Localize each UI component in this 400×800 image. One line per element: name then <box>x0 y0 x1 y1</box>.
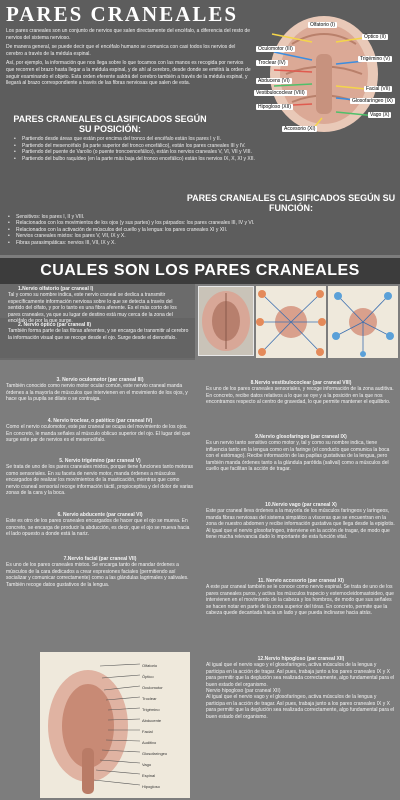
diagram-label: Espinal <box>142 773 156 778</box>
nerve-text: Al igual que el nervio vago y el glosofaríngeo, activa músculos de la lengua y participa en la acción de tragar. Así pues, trabaja junto a los pares craneales IX y X para permitir que la deglución sea realizada correctamente, algo fundamental para el buen estado del organismo. <box>206 694 395 720</box>
nerve-title: 3. Nervio oculomotor (par craneal III) <box>56 377 144 383</box>
diagram-label: Oculomotor <box>142 685 163 690</box>
brain-base-image <box>198 286 254 356</box>
nerve-text: También conocido como nervio motor ocular común, este nervio craneal manda órdenes a la mayoría de músculos que intervienen en el movimiento de los ojos, y hace que la pupila se dilate o se contraiga. <box>6 383 188 403</box>
brain-illustration <box>252 14 396 136</box>
nerve-title: 2. Nervio óptico (par craneal II) <box>18 322 92 328</box>
nerve-card-8 <box>206 380 396 406</box>
brain-label: Accesorio (XI) <box>284 126 316 132</box>
nerve-chart-image <box>328 286 398 358</box>
nerves-diagram <box>40 652 190 798</box>
intro-paragraph: De manera general, se puede decir que el encéfalo humano se comunica con casi todos los nervios del cerebro a través de la médula espinal. <box>6 44 236 57</box>
intro-paragraph: Así, por ejemplo, la información que nos llega sobre lo que tocamos con las manos es recogida por nervios que recorren el brazo hasta llegar a la médula espinal, y de ahí al cerebro, desde donde se emitirá la orden de seguir examinando el objeto. Esta orden eferente saldrá del cerebro también a través de la médula espinal, y llegará al brazo correspondiente a través de las fibras nerviosas que salen de esta. <box>6 60 251 87</box>
list-item: • Partiendo desde áreas que están por encima del tronco del encéfalo están los pares I y II. <box>14 136 284 143</box>
nerve-chart-drawing <box>256 286 326 358</box>
intro-paragraph: Los pares craneales son un conjunto de nervios que salen directamente del encéfalo, a diferencia del resto de nervios del sistema nervioso. <box>6 28 251 41</box>
nerves-diagram-drawing <box>40 652 190 798</box>
function-list <box>8 214 388 246</box>
nerve-text: Como el nervio oculomotor, este par craneal se ocupa del movimiento de los ojos. En concreto, le manda señales al músculo oblicuo superior del ojo. El lugar del que surge este par de nervios es el mesencéfalo. <box>6 424 191 444</box>
nerve-card-4 <box>6 418 194 444</box>
nerve-card-6 <box>6 512 194 538</box>
nerve-card-11 <box>206 578 396 616</box>
brain-label: Óptico (II) <box>364 34 386 40</box>
nerve-text: Se trata de uno de los pares craneales mixtos, porque tiene funciones tanto motoras como sensoriales. En su faceta de nervio motor, manda órdenes a músculos encargados de realizar los movimientos de la masticación, mientras que como nervio craneal sensorial recoge información táctil, propioceptiva y del dolor de varias zonas de la cara y la boca. <box>6 464 194 497</box>
brain-label: Hipogloso (XII) <box>258 104 292 110</box>
nerve-title: 10.Nervio vago (par craneal X) <box>265 502 337 508</box>
section-title: CUALES SON LOS PARES CRANEALES <box>0 258 400 284</box>
nerve-title: 1.Nervio olfatorio (par craneal I) <box>18 286 94 292</box>
nerve-card-9 <box>206 434 396 472</box>
nerve-text: Tal y como su nombre indica, este nervio craneal se dedica a transmitir específicamente información nerviosa sobre lo que se detecta a través del sentido del olfato, y por lo tanto es una fibra aferente. Es el más corto de los pares craneales, ya que su lugar de destino está muy cerca de la zona del encéfalo de por la que surge. <box>8 292 177 325</box>
diagram-label: Facial <box>142 729 153 734</box>
list-item: • Partiendo del puente de Varolio (o puente troncoencefálico), están los nervios craneales V, VI, VII y VIII. <box>14 149 284 156</box>
nerve-title: 6. Nervio abducente (par craneal VI) <box>57 512 143 518</box>
diagram-label: Troclear <box>142 696 157 701</box>
nerve-text: Es uno de los pares craneales mixtos. Se encarga tanto de mandar órdenes a músculos de la cara dedicados a crear expresiones faciales (permitiendo así socializar y comunicar correctamente) como a las glándulas lagrimales y salivales. También recoge datos gustativos de la lengua. <box>6 562 189 588</box>
nerve-card-3 <box>6 377 194 403</box>
list-item: • Partiendo del mesencéfalo (la parte superior del tronco encefálico), están los pares craneales III y IV. <box>14 143 284 150</box>
list-item: • Relacionados con la activación de músculos del cuello y la lengua: los pares craneales XI y XII. <box>8 227 388 233</box>
function-heading: PARES CRANEALES CLASIFICADOS SEGÚN SU FUNCIÓN: <box>186 193 396 213</box>
brain-base-drawing <box>199 287 253 355</box>
brain-label: Glosofaríngeo (IX) <box>352 98 393 104</box>
nerve-title: 4. Nervio troclear, o patético (par craneal IV) <box>47 418 153 424</box>
nerve-title: 9.Nervio glosofaríngeo (par craneal IX) <box>255 434 347 440</box>
diagram-label: Óptico <box>142 674 154 679</box>
nerve-subtitle: Nervio hipogloso (par craneal XII) <box>206 688 281 695</box>
nerve-card-10 <box>206 502 396 540</box>
position-list <box>14 136 284 162</box>
brain-label: Troclear (IV) <box>258 60 286 66</box>
nerve-title: 8.Nervio vestibulococlear (par craneal VIII) <box>250 380 352 386</box>
list-item: • Nervios craneales mixtos: los pares V, VII, IX y X. <box>8 233 388 239</box>
nerve-chart-drawing <box>328 286 398 358</box>
nerve-card-5 <box>6 458 194 496</box>
list-item: • Relacionados con los movimientos de los ojos (y sus partes) y los párpados: los pares craneales III, IV y VI. <box>8 220 388 226</box>
intro-text <box>6 28 252 90</box>
nerve-title: 11. Nervio accesorio (par craneal XI) <box>258 578 344 584</box>
diagram-label: Hipogloso <box>142 784 160 789</box>
list-item: • Partiendo del bulbo raquídeo (en la parte más baja del tronco encefálico) están los nervios IX, X, XI y XII. <box>14 156 284 163</box>
diagram-label: Glosofaríngeo <box>142 751 168 756</box>
brain-label: Oculomotor (III) <box>258 46 293 52</box>
nerve-card-1 <box>8 286 190 324</box>
diagram-label: Vago <box>142 762 152 767</box>
page-title: PARES CRANEALES <box>6 2 239 26</box>
brain-label: Vago (X) <box>370 112 390 118</box>
nerve-card-7 <box>6 556 194 588</box>
nerve-title: 7.Nervio facial (par craneal VII) <box>63 556 137 562</box>
nerve-card-2 <box>8 322 190 341</box>
diagram-label: Trigémino <box>142 707 160 712</box>
nerve-text: A este par craneal también se le conoce como nervio espinal. Se trata de uno de los pares craneales puros, y activa los músculos trapecio y esternocleidomastoideo, que intervienen en el movimiento de la cabeza y los hombros, de modo que sus señales se hacen notar en parte de la zona superior del tórax. En concreto, permite que la cabeza quede decantada hacia un lado y que pueda inclinarse hacia atrás. <box>206 584 394 617</box>
brain-label: Trigémino (V) <box>360 56 391 62</box>
nerve-chart-image <box>256 286 326 358</box>
diagram-label: Abducente <box>142 718 162 723</box>
position-heading: PARES CRANEALES CLASIFICADOS SEGÚN SU POSICIÓN: <box>13 114 207 134</box>
brain-label: Olfatorio (I) <box>310 22 336 28</box>
brain-label: Abducens (VI) <box>258 78 290 84</box>
nerve-text: Este es otro de los pares craneales encargados de hacer que el ojo se mueva. En concreto, se encarga de producir la abducción, es decir, que el ojo se mueva hacia el lado opuesto a donde está la nariz. <box>6 518 190 538</box>
list-item: • Fibras parasimpáticas: nervios III, VII, IX y X. <box>8 240 388 246</box>
nerve-text: Es uno de los pares craneales sensoriales, y recoge información de la zona auditiva. En concreto, recibe datos relativos a lo que se oye y a la posición en la que nos encontramos respecto al centro de gravedad, lo que permite mantener el equilibrio. <box>206 386 394 406</box>
diagram-label: Auditivo <box>142 740 157 745</box>
nerve-text: Es un nervio tanto sensitivo como motor y, tal y como su nombre indica, tiene influencia tanto en la lengua como en la faringe (el conducto que comunica la boca con el estómago). Recibe información de las papilas gustativas de la lengua, pero también manda órdenes tanto a la glándula parótida (salival) como a músculos del cuello que facilitan la acción de tragar. <box>206 440 390 473</box>
nerve-title: 5. Nervio trigémino (par craneal V) <box>59 458 141 464</box>
diagram-labels <box>142 660 167 792</box>
list-item: • Sensitivos: los pares I, II y VIII. <box>8 214 388 220</box>
nerve-card-12 <box>206 656 396 720</box>
nerve-text: Este par craneal lleva órdenes a la mayoría de los músculos faríngeos y laríngeos, manda fibras nerviosas del sistema simpático a vísceras que se encuentran en la zona de nuestro abdomen y recibe información gustativa que llega desde la epiglotis. Al igual que el nervio glosofaríngeo, interviene en la acción de tragar, de modo que tiene mucha relevancia dado lo importante de esta función vital. <box>206 508 395 541</box>
nerve-text: Al igual que el nervio vago y el glosofaríngeo, activa músculos de la lengua y participa en la acción de tragar. Así pues, trabaja junto a los pares craneales IX y X para permitir que la deglución sea realizada correctamente, algo fundamental para el buen estado del organismo. <box>206 662 395 688</box>
diagram-label: Olfatorio <box>142 663 158 668</box>
brain-label: Vestibulococlear (VIII) <box>256 90 305 96</box>
brain-label: Facial (VII) <box>366 86 391 92</box>
nerve-text: También forma parte de las fibras aferentes, y se encarga de transmitir al cerebro la información visual que se recoge desde el ojo. Surge desde el diencéfalo. <box>8 328 189 341</box>
nerve-title: 12.Nervio hipogloso (par craneal XII) <box>257 656 345 662</box>
